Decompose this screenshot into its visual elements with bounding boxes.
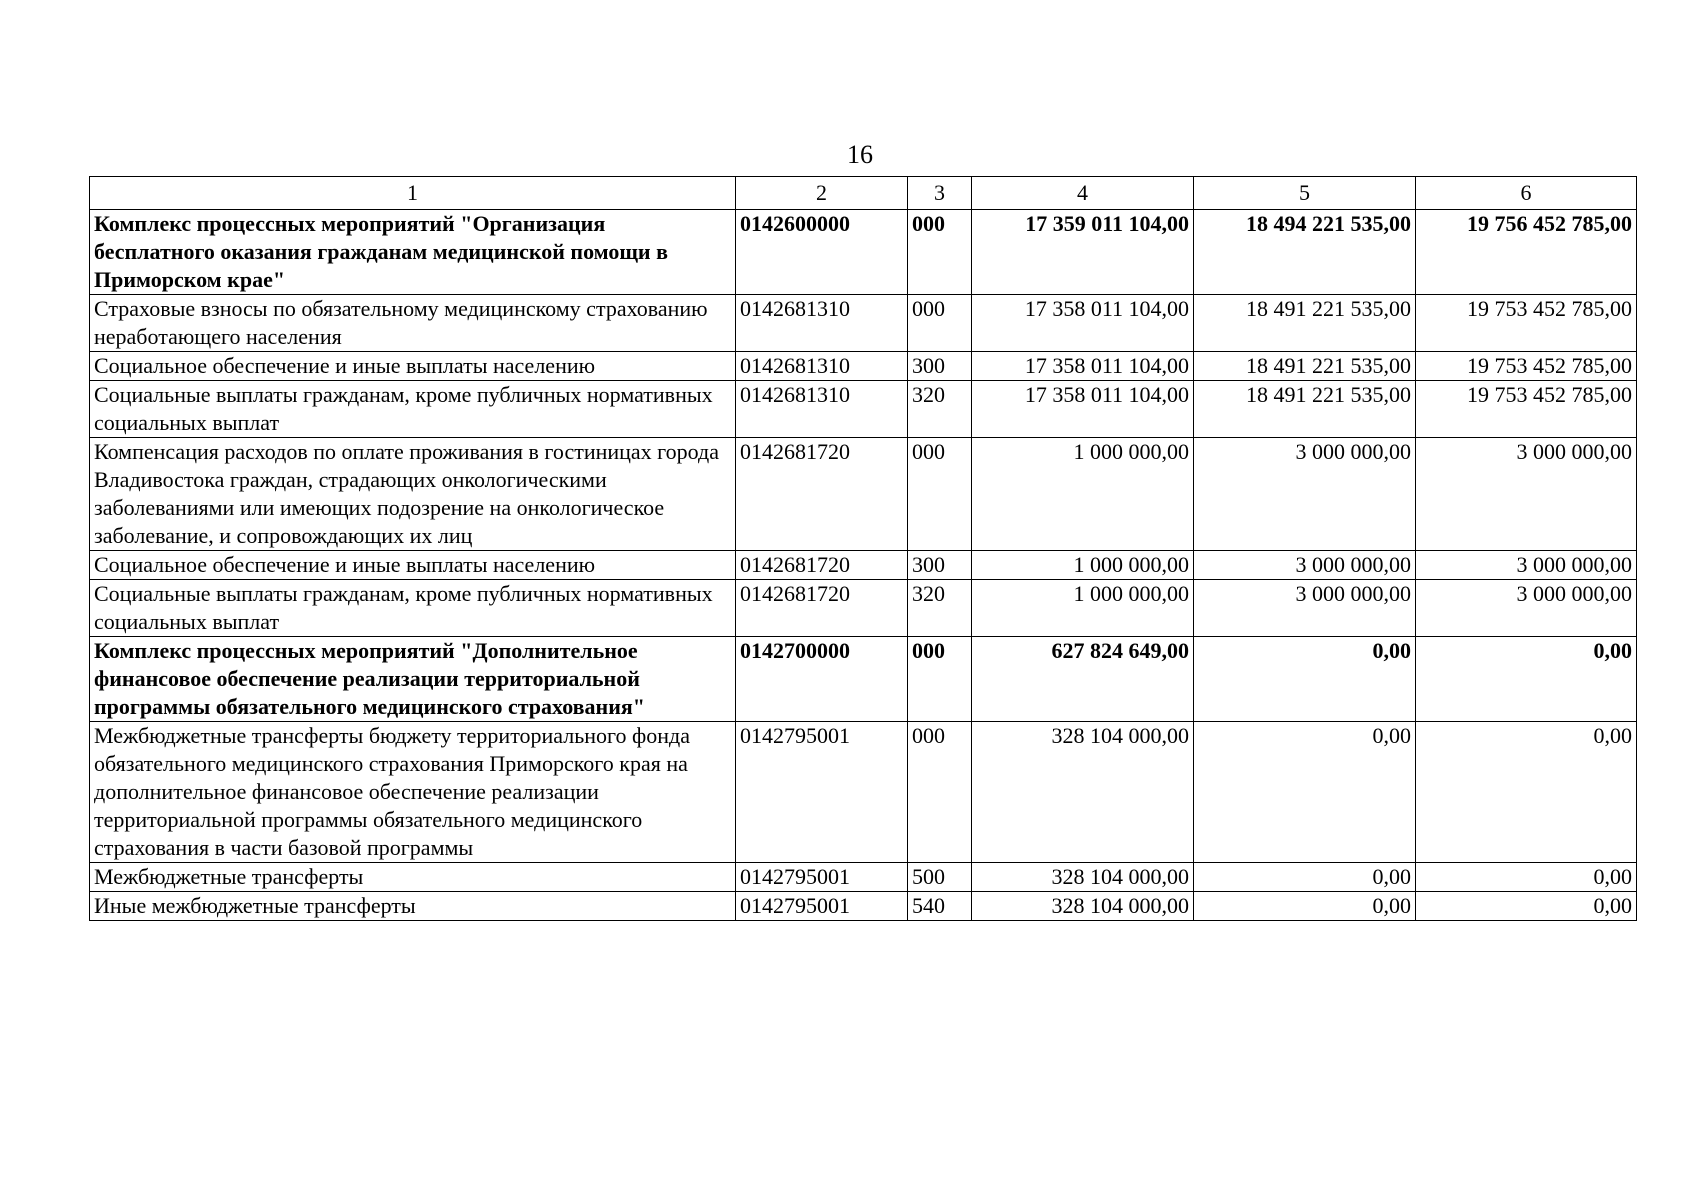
row-code-cell: 0142795001 [736, 892, 908, 921]
table-row [90, 637, 1637, 722]
row-name-cell: Межбюджетные трансферты [90, 863, 736, 892]
table-row [90, 892, 1637, 921]
column-header-4: 4 [972, 177, 1194, 210]
table-body [90, 210, 1637, 921]
row-name-cell: Социальное обеспечение и иные выплаты населению [90, 352, 736, 381]
column-header-3: 3 [908, 177, 972, 210]
row-amount-year2-cell: 3 000 000,00 [1194, 438, 1416, 551]
row-kvr-cell: 000 [908, 295, 972, 352]
row-kvr-cell: 540 [908, 892, 972, 921]
row-amount-year1-cell: 17 359 011 104,00 [972, 210, 1194, 295]
row-kvr-cell: 500 [908, 863, 972, 892]
row-code-cell: 0142700000 [736, 637, 908, 722]
row-amount-year2-cell: 18 491 221 535,00 [1194, 381, 1416, 438]
row-kvr-cell: 000 [908, 637, 972, 722]
row-amount-year1-cell: 17 358 011 104,00 [972, 295, 1194, 352]
row-kvr-cell: 300 [908, 551, 972, 580]
table-row [90, 352, 1637, 381]
table-row [90, 381, 1637, 438]
row-code-cell: 0142681310 [736, 295, 908, 352]
row-name-cell: Страховые взносы по обязательному медицинскому страхованию неработающего населения [90, 295, 736, 352]
column-header-6: 6 [1416, 177, 1637, 210]
row-amount-year2-cell: 18 491 221 535,00 [1194, 295, 1416, 352]
row-amount-year2-cell: 3 000 000,00 [1194, 580, 1416, 637]
row-name-cell: Социальные выплаты гражданам, кроме публичных нормативных социальных выплат [90, 381, 736, 438]
row-kvr-cell: 300 [908, 352, 972, 381]
table-row [90, 722, 1637, 863]
row-amount-year3-cell: 19 756 452 785,00 [1416, 210, 1637, 295]
row-name-cell: Социальные выплаты гражданам, кроме публичных нормативных социальных выплат [90, 580, 736, 637]
row-amount-year1-cell: 17 358 011 104,00 [972, 381, 1194, 438]
row-code-cell: 0142681720 [736, 580, 908, 637]
row-amount-year3-cell: 0,00 [1416, 637, 1637, 722]
row-amount-year2-cell: 0,00 [1194, 892, 1416, 921]
row-amount-year1-cell: 1 000 000,00 [972, 580, 1194, 637]
row-code-cell: 0142681310 [736, 352, 908, 381]
row-amount-year1-cell: 328 104 000,00 [972, 863, 1194, 892]
table-row [90, 210, 1637, 295]
row-amount-year1-cell: 1 000 000,00 [972, 551, 1194, 580]
row-amount-year2-cell: 0,00 [1194, 637, 1416, 722]
row-amount-year1-cell: 328 104 000,00 [972, 722, 1194, 863]
header-row [90, 177, 1637, 210]
row-kvr-cell: 320 [908, 381, 972, 438]
table-row [90, 863, 1637, 892]
row-amount-year3-cell: 19 753 452 785,00 [1416, 381, 1637, 438]
table-row [90, 580, 1637, 637]
row-amount-year2-cell: 3 000 000,00 [1194, 551, 1416, 580]
row-name-cell: Компенсация расходов по оплате проживания в гостиницах города Владивостока граждан, страдающих онкологическими заболеваниями или имеющих подозрение на онкологическое заболевание, и сопровождающих их лиц [90, 438, 736, 551]
row-amount-year3-cell: 0,00 [1416, 863, 1637, 892]
row-code-cell: 0142600000 [736, 210, 908, 295]
row-code-cell: 0142681720 [736, 438, 908, 551]
table-header [90, 177, 1637, 210]
row-code-cell: 0142795001 [736, 863, 908, 892]
row-code-cell: 0142681310 [736, 381, 908, 438]
row-kvr-cell: 320 [908, 580, 972, 637]
row-amount-year3-cell: 3 000 000,00 [1416, 580, 1637, 637]
column-header-1: 1 [90, 177, 736, 210]
budget-table [89, 176, 1637, 921]
row-kvr-cell: 000 [908, 210, 972, 295]
table-row [90, 551, 1637, 580]
row-kvr-cell: 000 [908, 722, 972, 863]
row-name-cell: Иные межбюджетные трансферты [90, 892, 736, 921]
row-amount-year3-cell: 19 753 452 785,00 [1416, 352, 1637, 381]
row-amount-year3-cell: 19 753 452 785,00 [1416, 295, 1637, 352]
row-amount-year3-cell: 0,00 [1416, 722, 1637, 863]
row-amount-year1-cell: 627 824 649,00 [972, 637, 1194, 722]
row-amount-year3-cell: 0,00 [1416, 892, 1637, 921]
row-code-cell: 0142795001 [736, 722, 908, 863]
column-header-5: 5 [1194, 177, 1416, 210]
row-amount-year1-cell: 328 104 000,00 [972, 892, 1194, 921]
row-name-cell: Межбюджетные трансферты бюджету территориального фонда обязательного медицинского страхования Приморского края на дополнительное финансовое обеспечение реализации территориальной программы обязательного медицинского страхования в части базовой программы [90, 722, 736, 863]
row-amount-year1-cell: 17 358 011 104,00 [972, 352, 1194, 381]
row-code-cell: 0142681720 [736, 551, 908, 580]
row-name-cell: Комплекс процессных мероприятий "Дополнительное финансовое обеспечение реализации территориальной программы обязательного медицинского страхования" [90, 637, 736, 722]
row-amount-year2-cell: 18 494 221 535,00 [1194, 210, 1416, 295]
table-row [90, 295, 1637, 352]
row-amount-year2-cell: 0,00 [1194, 863, 1416, 892]
row-amount-year3-cell: 3 000 000,00 [1416, 438, 1637, 551]
row-name-cell: Комплекс процессных мероприятий "Организация бесплатного оказания гражданам медицинской помощи в Приморском крае" [90, 210, 736, 295]
row-name-cell: Социальное обеспечение и иные выплаты населению [90, 551, 736, 580]
row-amount-year3-cell: 3 000 000,00 [1416, 551, 1637, 580]
page-number: 16 [847, 140, 873, 169]
table-row [90, 438, 1637, 551]
row-amount-year1-cell: 1 000 000,00 [972, 438, 1194, 551]
row-amount-year2-cell: 0,00 [1194, 722, 1416, 863]
row-kvr-cell: 000 [908, 438, 972, 551]
column-header-2: 2 [736, 177, 908, 210]
row-amount-year2-cell: 18 491 221 535,00 [1194, 352, 1416, 381]
